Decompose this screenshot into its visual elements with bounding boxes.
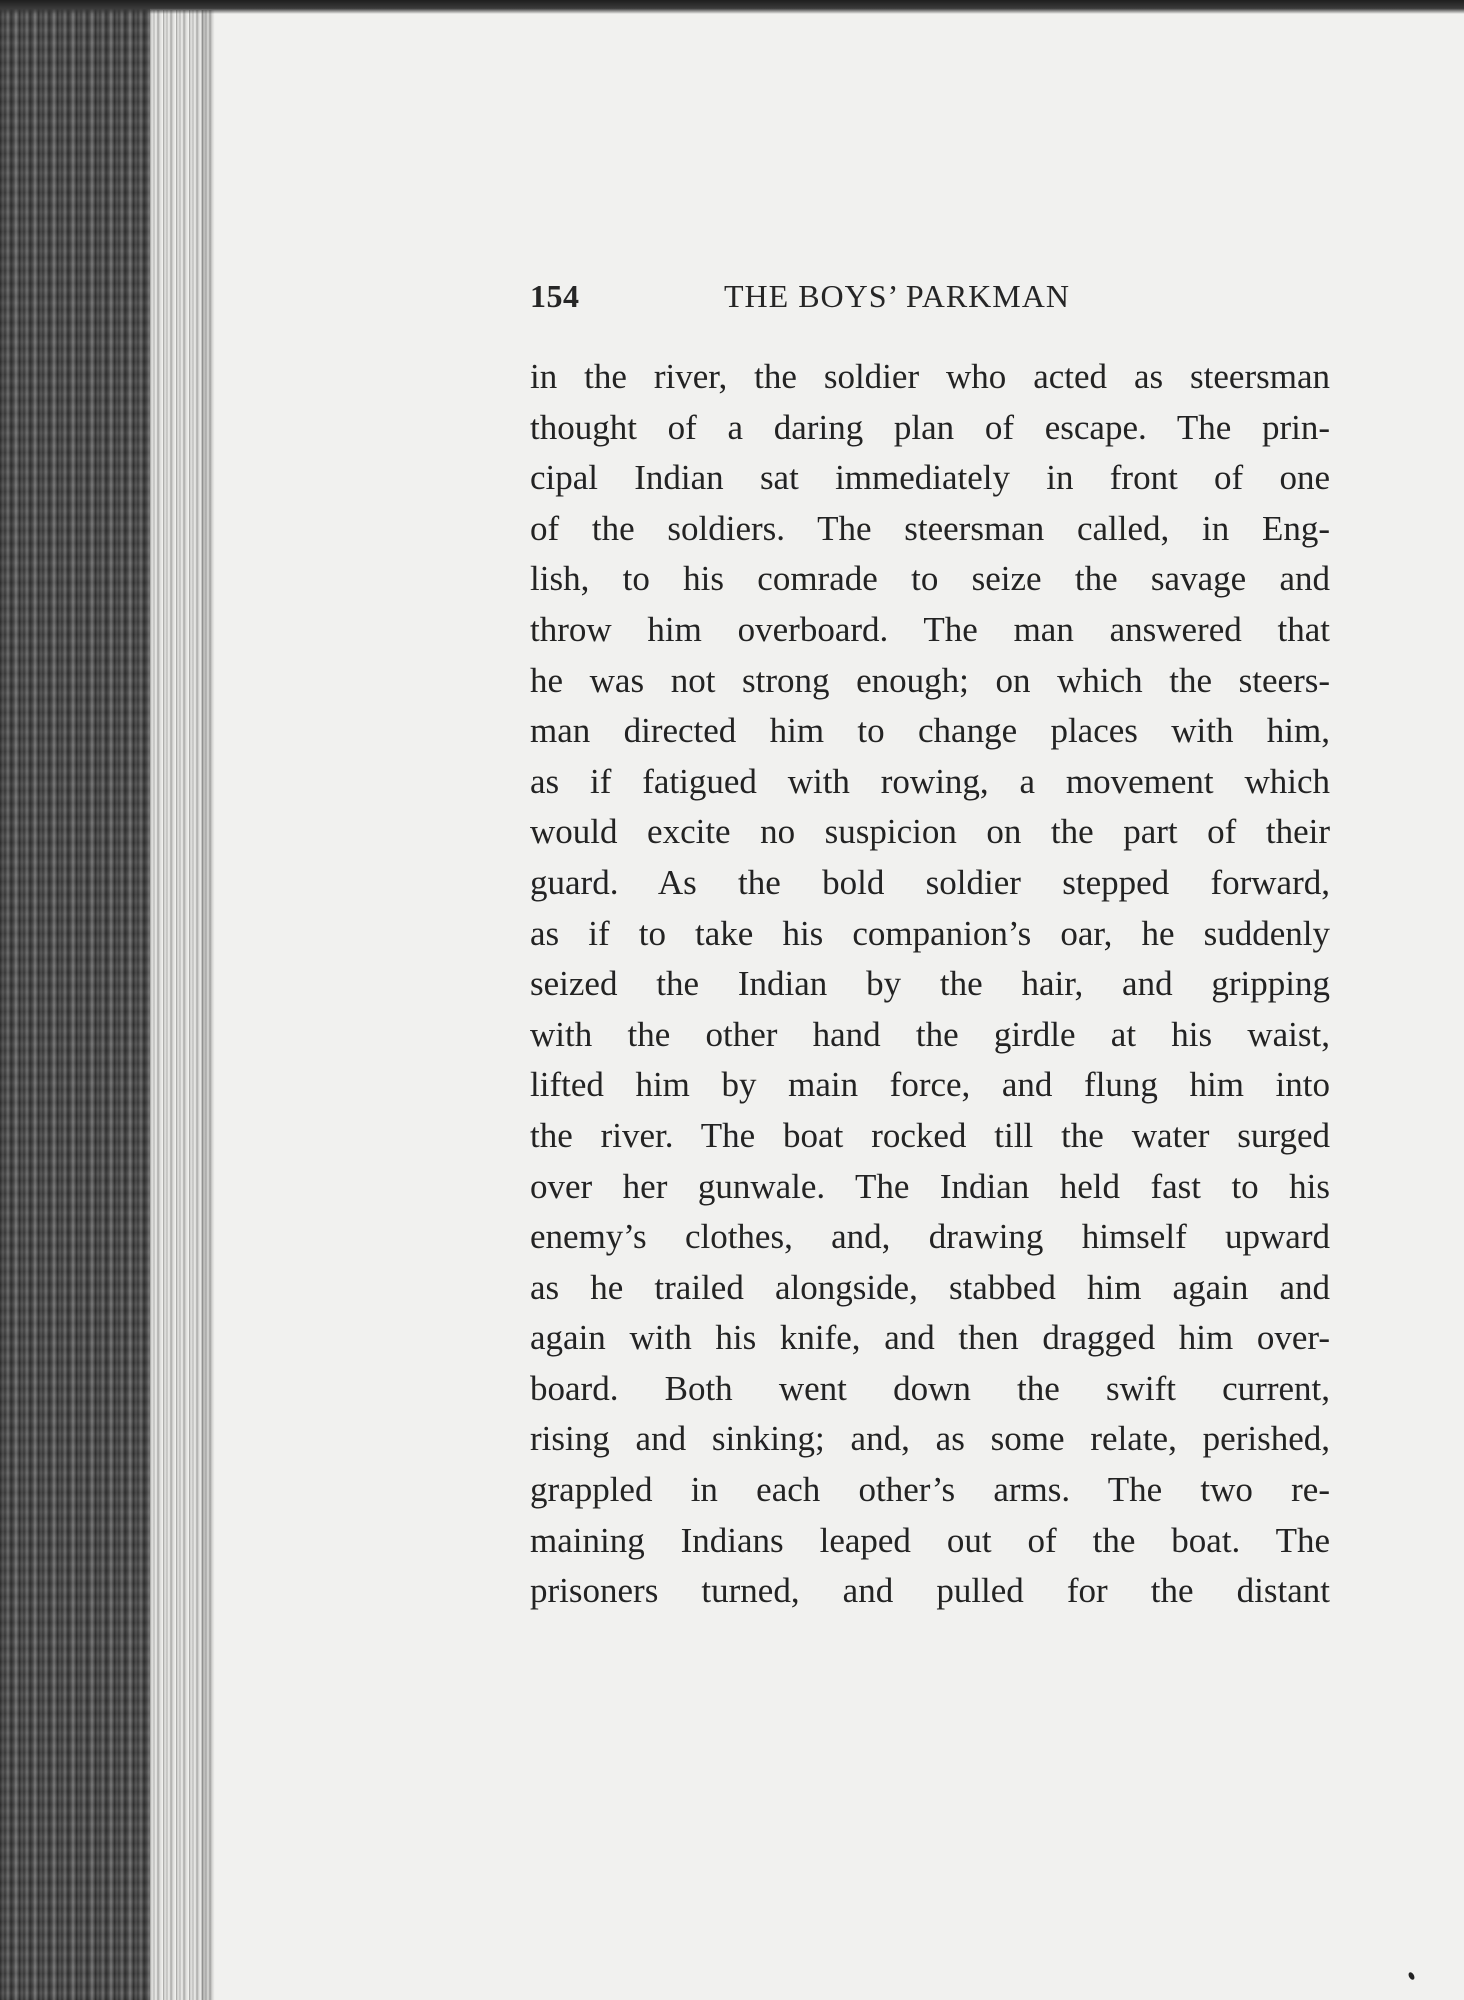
text-line: maining Indians leaped out of the boat. The xyxy=(530,1520,1330,1560)
text-line: would excite no suspicion on the part of their xyxy=(530,812,1330,852)
ink-speck xyxy=(1407,1971,1415,1980)
page-number: 154 xyxy=(530,278,580,314)
text-line: man directed him to change places with him, xyxy=(530,711,1330,751)
body-text xyxy=(530,352,1330,1617)
text-line: of the soldiers. The steersman called, in Eng- xyxy=(530,508,1330,548)
running-title: THE BOYS’ PARKMAN xyxy=(724,278,1070,314)
text-line: the river. The boat rocked till the water surged xyxy=(530,1115,1330,1155)
top-shadow xyxy=(0,0,1464,14)
text-line: as he trailed alongside, stabbed him again and xyxy=(530,1267,1330,1307)
text-line: as if fatigued with rowing, a movement which xyxy=(530,761,1330,801)
book-spine xyxy=(0,0,150,2000)
text-line: as if to take his companion’s oar, he suddenly xyxy=(530,913,1330,953)
text-line: enemy’s clothes, and, drawing himself upward xyxy=(530,1217,1330,1257)
text-line: guard. As the bold soldier stepped forward, xyxy=(530,862,1330,902)
text-line: with the other hand the girdle at his waist, xyxy=(530,1014,1330,1054)
text-line: cipal Indian sat immediately in front of one xyxy=(530,458,1330,498)
text-line: again with his knife, and then dragged him over- xyxy=(530,1318,1330,1358)
text-line: lifted him by main force, and flung him into xyxy=(530,1065,1330,1105)
text-line: over her gunwale. The Indian held fast to his xyxy=(530,1166,1330,1206)
text-line: throw him overboard. The man answered that xyxy=(530,609,1330,649)
text-line: in the river, the soldier who acted as steersman xyxy=(530,357,1330,396)
text-line: lish, to his comrade to seize the savage and xyxy=(530,559,1330,599)
text-line: thought of a daring plan of escape. The prin- xyxy=(530,407,1330,447)
text-line: seized the Indian by the hair, and gripping xyxy=(530,964,1330,1004)
text-line: board. Both went down the swift current, xyxy=(530,1368,1330,1408)
text-line: prisoners turned, and pulled for the distant xyxy=(530,1571,1330,1611)
text-line: rising and sinking; and, as some relate, perished, xyxy=(530,1419,1330,1459)
running-head xyxy=(530,278,1130,318)
text-line: he was not strong enough; on which the steers- xyxy=(530,660,1330,700)
page-edges xyxy=(150,10,215,2000)
text-line: grappled in each other’s arms. The two re- xyxy=(530,1470,1330,1510)
